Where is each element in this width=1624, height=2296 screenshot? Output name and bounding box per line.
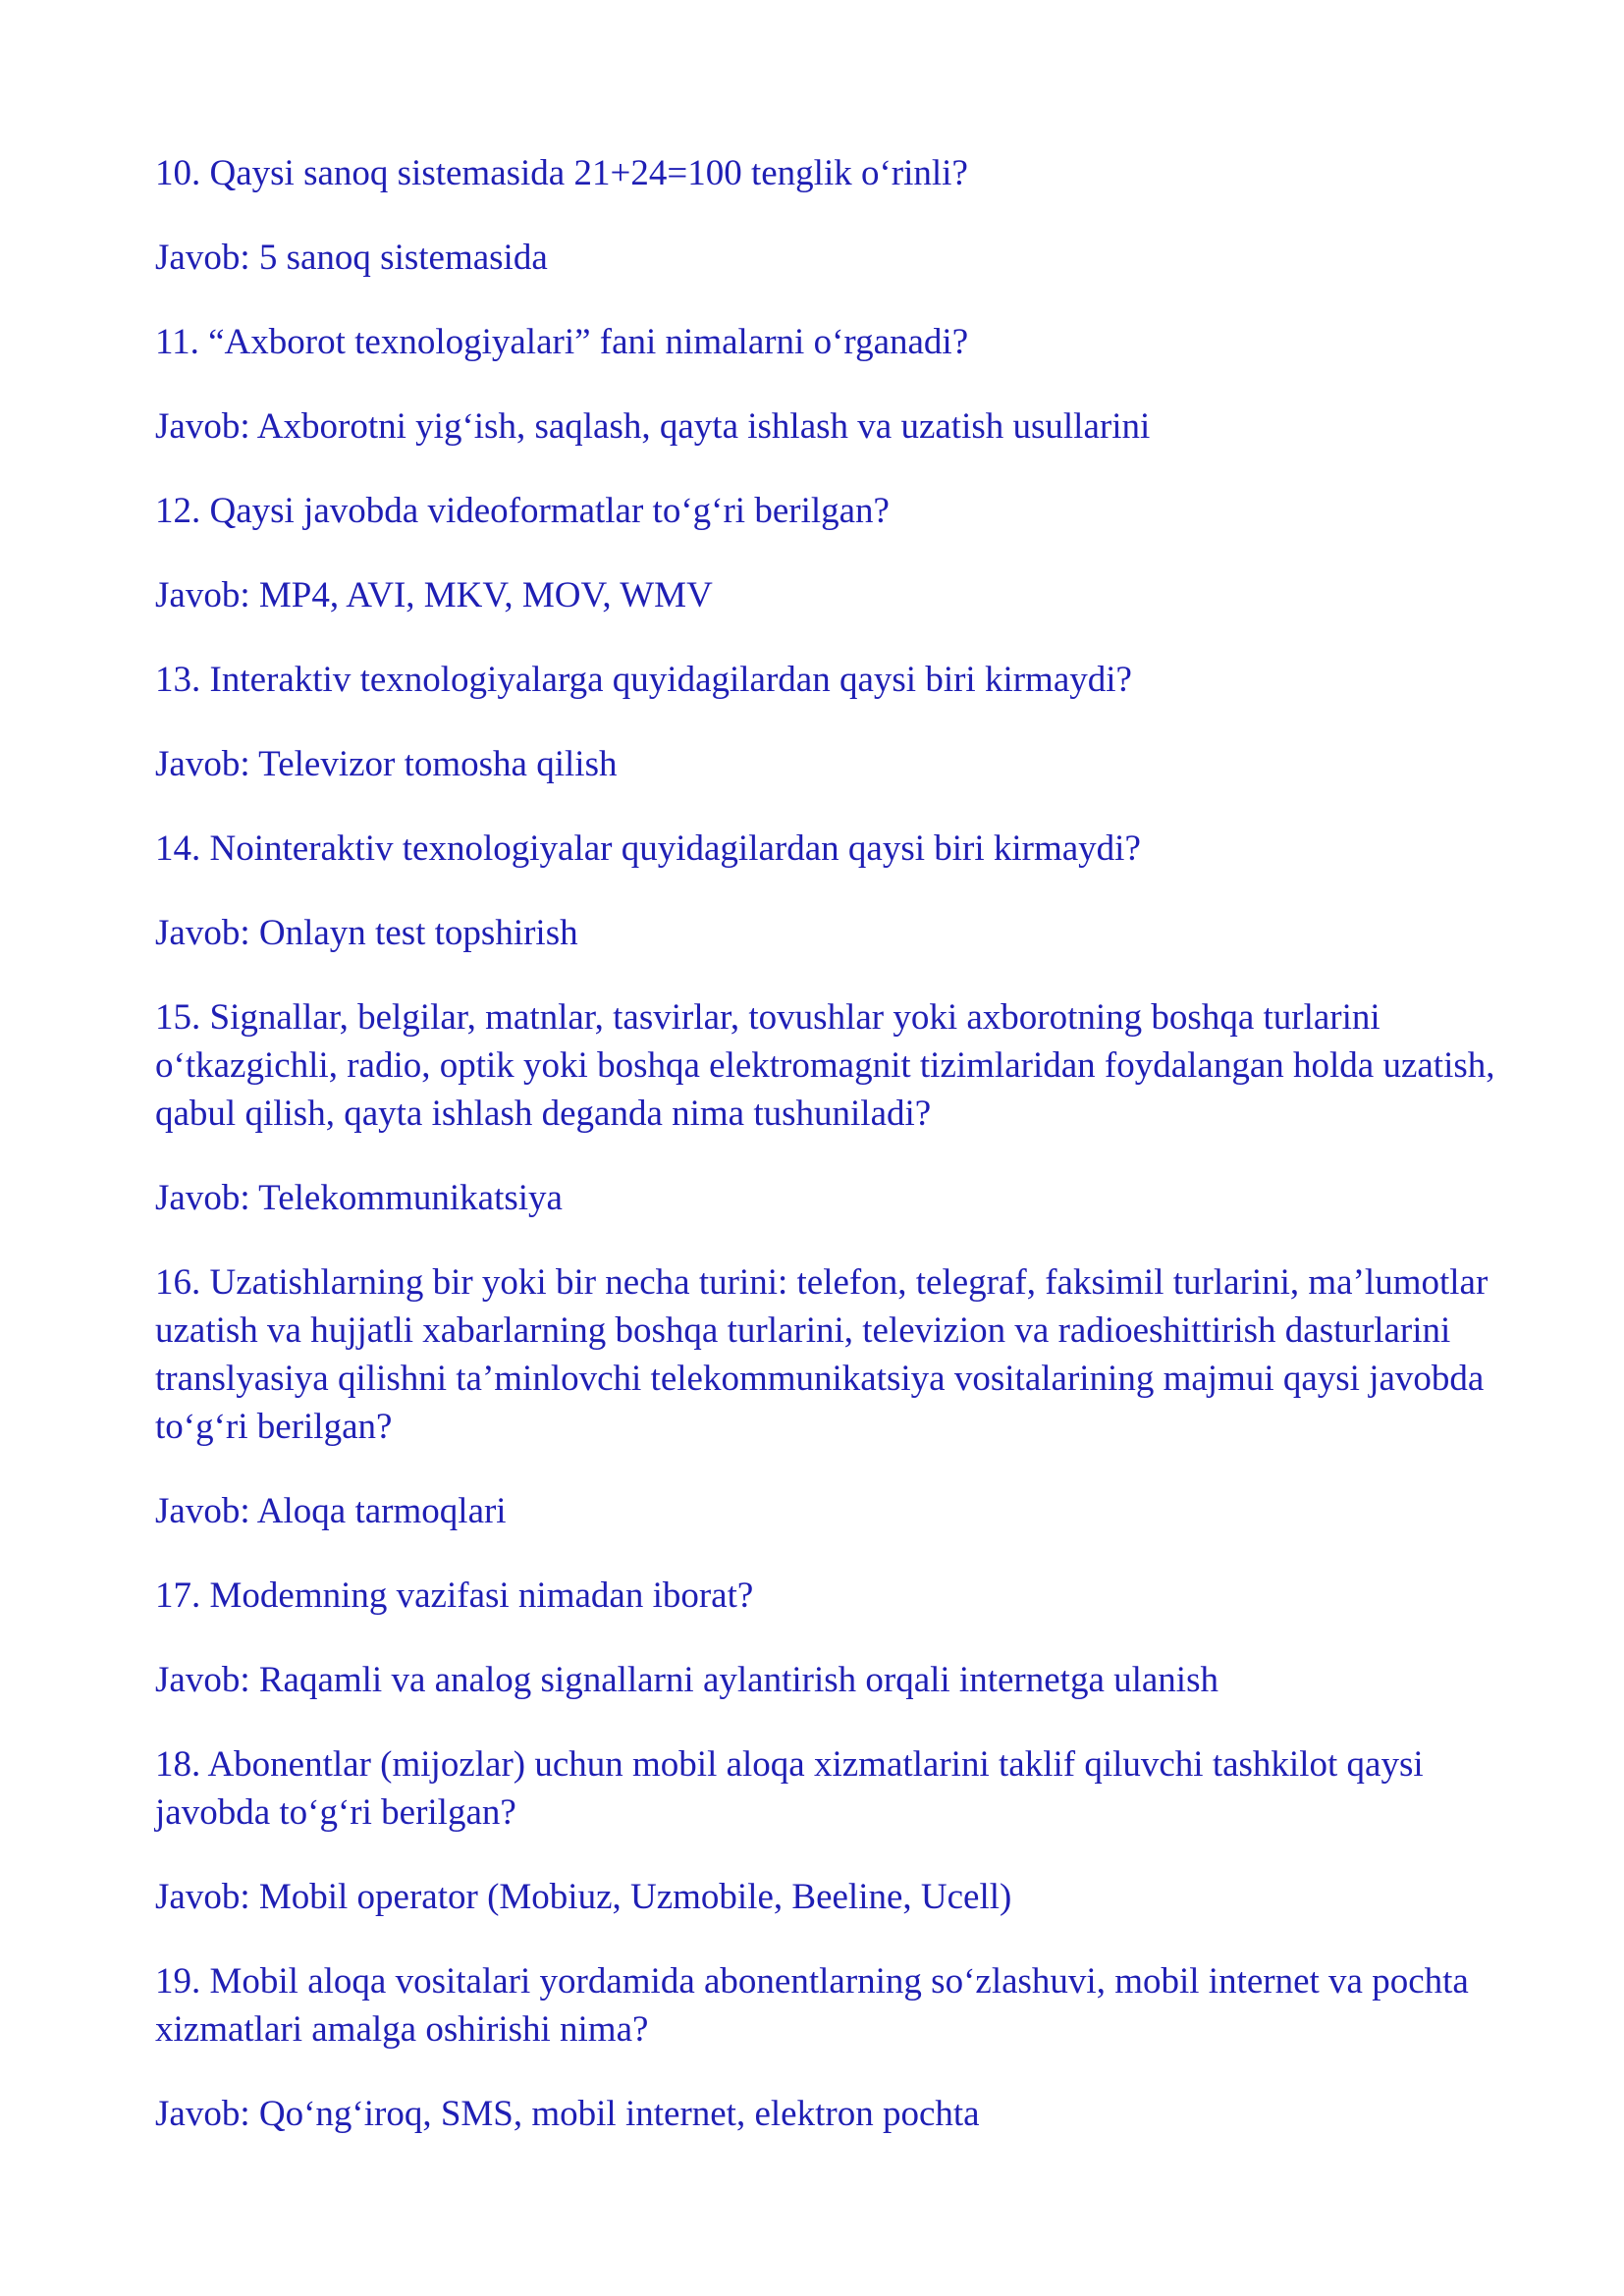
- qa-item: [155, 825, 1510, 957]
- question-text: 19. Mobil aloqa vositalari yordamida abonentlarning so‘zlashuvi, mobil internet va pochta xizmatlari amalga oshirishi nima?: [155, 1961, 1469, 2050]
- answer-text: Javob: MP4, AVI, MKV, MOV, WMV: [155, 575, 713, 615]
- qa-item: [155, 1740, 1510, 1921]
- question-text: 15. Signallar, belgilar, matnlar, tasvirlar, tovushlar yoki axborotning boshqa turlarini o‘tkazgichli, radio, optik yoki boshqa elektromagnit tizimlaridan foydalangan holda uzatish, qabul qilish, qayta ishlash deganda nima tushuniladi?: [155, 997, 1495, 1134]
- question-text: 11. “Axborot texnologiyalari” fani nimalarni o‘rganadi?: [155, 322, 969, 362]
- answer-text: Javob: Aloqa tarmoqlari: [155, 1491, 507, 1531]
- answer-text: Javob: Mobil operator (Mobiuz, Uzmobile, Beeline, Ucell): [155, 1877, 1012, 1917]
- qa-item: [155, 656, 1510, 788]
- question-text: 13. Interaktiv texnologiyalarga quyidagilardan qaysi biri kirmaydi?: [155, 660, 1132, 700]
- answer-text: Javob: Axborotni yig‘ish, saqlash, qayta ishlash va uzatish usullarini: [155, 406, 1151, 447]
- answer-text: Javob: Onlayn test topshirish: [155, 913, 578, 953]
- qa-item: [155, 1572, 1510, 1704]
- answer-text: Javob: Televizor tomosha qilish: [155, 744, 618, 784]
- qa-item: [155, 149, 1510, 282]
- question-text: 12. Qaysi javobda videoformatlar to‘g‘ri berilgan?: [155, 491, 890, 531]
- answer-text: Javob: Telekommunikatsiya: [155, 1178, 563, 1218]
- question-text: 16. Uzatishlarning bir yoki bir necha turini: telefon, telegraf, faksimil turlarini, ma’lumotlar uzatish va hujjatli xabarlarning boshqa turlarini, televizion va radioeshittirish dasturlarini translyasiya qilishni ta’minlovchi telekommunikatsiya vositalarining majmui qaysi javobda to‘g‘ri berilgan?: [155, 1262, 1489, 1447]
- question-text: 10. Qaysi sanoq sistemasida 21+24=100 tenglik o‘rinli?: [155, 153, 968, 193]
- qa-item: [155, 487, 1510, 619]
- qa-list: [155, 149, 1510, 2174]
- question-text: 18. Abonentlar (mijozlar) uchun mobil aloqa xizmatlarini taklif qiluvchi tashkilot qaysi javobda to‘g‘ri berilgan?: [155, 1744, 1424, 1833]
- qa-item: [155, 1957, 1510, 2138]
- answer-text: Javob: 5 sanoq sistemasida: [155, 238, 548, 278]
- question-text: 14. Nointeraktiv texnologiyalar quyidagilardan qaysi biri kirmaydi?: [155, 828, 1141, 869]
- qa-item: [155, 1258, 1510, 1535]
- question-text: 17. Modemning vazifasi nimadan iborat?: [155, 1575, 754, 1616]
- qa-item: [155, 993, 1510, 1222]
- answer-text: Javob: Raqamli va analog signallarni aylantirish orqali internetga ulanish: [155, 1660, 1218, 1700]
- answer-text: Javob: Qo‘ng‘iroq, SMS, mobil internet, elektron pochta: [155, 2094, 980, 2134]
- qa-item: [155, 318, 1510, 451]
